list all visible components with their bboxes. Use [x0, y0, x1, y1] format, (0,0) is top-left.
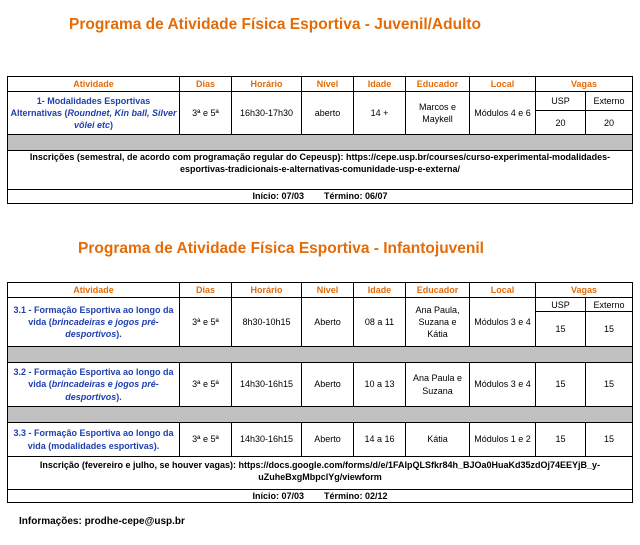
externo-value: 15 [586, 423, 633, 457]
header-dias: Dias [180, 77, 232, 92]
termino-text: Término: 02/12 [324, 491, 388, 501]
section2-title: Programa de Atividade Física Esportiva - Infantojuvenil [78, 240, 484, 257]
header-horario: Horário [232, 283, 302, 298]
idade-cell: 14 + [354, 92, 406, 135]
externo-header: Externo [586, 298, 633, 312]
header-atividade: Atividade [8, 283, 180, 298]
contact-info: Informações: prodhe-cepe@usp.br [19, 516, 185, 527]
idade-cell: 08 a 11 [354, 298, 406, 347]
horario-cell: 14h30-16h15 [232, 363, 302, 407]
header-horario: Horário [232, 77, 302, 92]
header-nivel: Nível [302, 283, 354, 298]
horario-cell: 14h30-16h15 [232, 423, 302, 457]
dates-row [8, 190, 633, 204]
separator-row [8, 407, 633, 423]
header-vagas: Vagas [536, 283, 633, 298]
dias-cell: 3ª e 5ª [180, 363, 232, 407]
program-table-youth [7, 282, 633, 503]
horario-cell: 16h30-17h30 [232, 92, 302, 135]
inicio-text: Início: 07/03 [252, 191, 304, 202]
header-educador: Educador [406, 283, 470, 298]
activity-cell: 3.3 - Formação Esportiva ao longo da vida (modalidades esportivas). [8, 423, 180, 457]
usp-value: 15 [536, 312, 586, 347]
usp-header: USP [536, 92, 586, 111]
local-cell: Módulos 3 e 4 [470, 298, 536, 347]
termino-text: Término: 06/07 [324, 191, 388, 202]
idade-cell: 14 a 16 [354, 423, 406, 457]
horario-cell: 8h30-10h15 [232, 298, 302, 347]
dias-cell: 3ª e 5ª [180, 298, 232, 347]
section1-title: Programa de Atividade Física Esportiva - Juvenil/Adulto [69, 16, 481, 33]
header-idade: Idade [354, 283, 406, 298]
local-cell: Módulos 1 e 2 [470, 423, 536, 457]
separator-row [8, 347, 633, 363]
nivel-cell: Aberto [302, 363, 354, 407]
program-table-adult [7, 76, 633, 204]
educador-cell: Marcos e Maykell [406, 92, 470, 135]
usp-value: 15 [536, 363, 586, 407]
educador-cell: Kátia [406, 423, 470, 457]
header-local: Local [470, 283, 536, 298]
nivel-cell: aberto [302, 92, 354, 135]
header-educador: Educador [406, 77, 470, 92]
externo-value: 20 [586, 111, 633, 135]
inicio-text: Início: 07/03 [252, 491, 304, 501]
header-nivel: Nível [302, 77, 354, 92]
activity-cell: 3.1 - Formação Esportiva ao longo da vida (brincadeiras e jogos pré-desportivos). [8, 298, 180, 347]
inscricoes-text: Inscrições (semestral, de acordo com programação regular do Cepeusp): https://cepe.usp.br/courses/curso-experimental-modalidades-esportivas-tradicionais-e-alternativas-comunidade-usp-e-externa/ [8, 151, 633, 190]
activity-cell: 1- Modalidades Esportivas Alternativas (Roundnet, Kin ball, Silver vôlei etc) [8, 92, 180, 135]
nivel-cell: Aberto [302, 423, 354, 457]
idade-cell: 10 a 13 [354, 363, 406, 407]
dias-cell: 3ª e 5ª [180, 92, 232, 135]
local-cell: Módulos 3 e 4 [470, 363, 536, 407]
separator-row [8, 135, 633, 151]
inscricoes-text: Inscrição (fevereiro e julho, se houver vagas): https://docs.google.com/forms/d/e/1FAIpQLSfkr84h_BJOa0HuaKd35zdOj74EEYjB_y-uZuheBxgMbpclYg/viewform [8, 457, 633, 490]
dates-row [8, 490, 633, 503]
dias-cell: 3ª e 5ª [180, 423, 232, 457]
header-idade: Idade [354, 77, 406, 92]
header-local: Local [470, 77, 536, 92]
usp-value: 15 [536, 423, 586, 457]
header-atividade: Atividade [8, 77, 180, 92]
header-vagas: Vagas [536, 77, 633, 92]
header-dias: Dias [180, 283, 232, 298]
usp-value: 20 [536, 111, 586, 135]
activity-cell: 3.2 - Formação Esportiva ao longo da vida (brincadeiras e jogos pré-desportivos). [8, 363, 180, 407]
local-cell: Módulos 4 e 6 [470, 92, 536, 135]
educador-cell: Ana Paula, Suzana e Kátia [406, 298, 470, 347]
externo-header: Externo [586, 92, 633, 111]
externo-value: 15 [586, 312, 633, 347]
usp-header: USP [536, 298, 586, 312]
educador-cell: Ana Paula e Suzana [406, 363, 470, 407]
nivel-cell: Aberto [302, 298, 354, 347]
externo-value: 15 [586, 363, 633, 407]
